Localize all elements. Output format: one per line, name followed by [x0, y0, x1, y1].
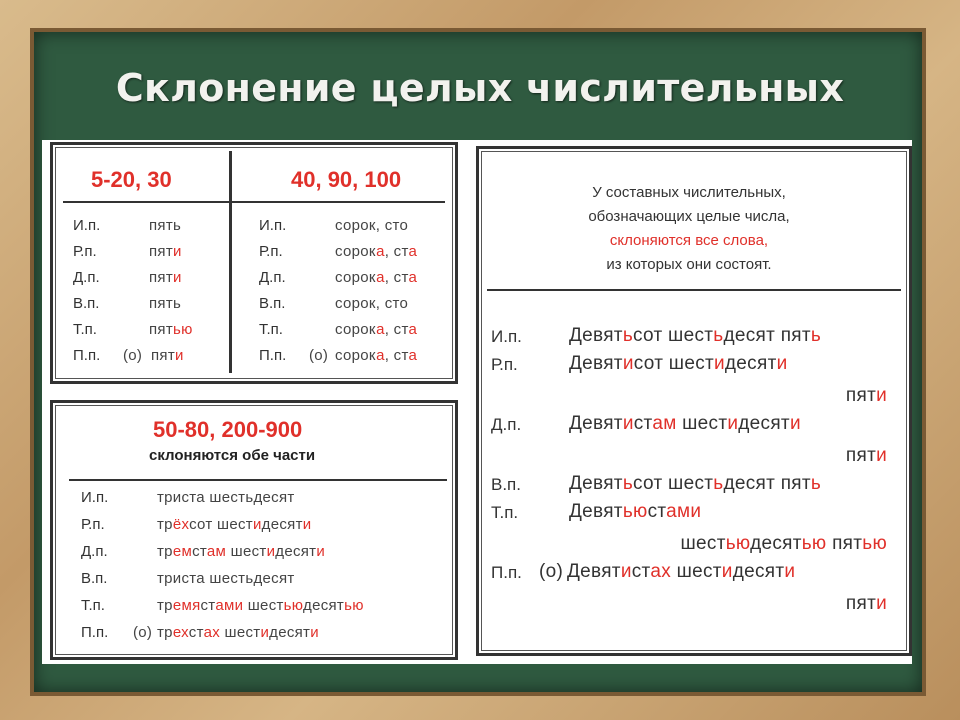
ending-segment: и	[876, 593, 887, 614]
header-5-20-30: 5-20, 30	[91, 167, 172, 192]
numeral-form	[149, 269, 182, 286]
ending-segment: ах	[203, 624, 221, 641]
note-line-2: обозначающих целые числа,	[588, 208, 790, 225]
stem-segment: Девят	[569, 353, 623, 374]
ending-segment: ью	[344, 597, 364, 614]
stem-segment: Девят	[569, 473, 623, 494]
stem-segment: десят	[750, 533, 802, 554]
case-label: Д.п.	[73, 269, 100, 286]
ending-segment: ёх	[172, 516, 190, 533]
stem-segment: десят пят	[723, 325, 811, 346]
numeral-form-continued	[681, 533, 887, 555]
ending-segment: и	[622, 413, 634, 434]
stem-segment: ст	[188, 624, 204, 641]
stem-segment: десят	[303, 597, 345, 614]
numeral-form	[157, 624, 319, 641]
numeral-form	[157, 516, 311, 533]
stem-segment: Девят	[569, 325, 623, 346]
numeral-form	[567, 561, 795, 583]
stem-segment: ст	[633, 413, 653, 434]
stem-segment: , ст	[384, 243, 409, 260]
case-label: П.п.	[81, 624, 109, 641]
numeral-form	[151, 347, 184, 364]
ending-segment: и	[302, 516, 312, 533]
stem-segment: Девят	[567, 561, 621, 582]
box-composite-numerals	[476, 146, 912, 656]
ending-segment: ью	[622, 501, 648, 522]
ending-segment: и	[776, 353, 788, 374]
stem-segment: , ст	[384, 347, 409, 364]
stem-segment: пят	[845, 593, 877, 614]
numeral-form	[157, 570, 295, 587]
stem-segment: десят пят	[723, 473, 811, 494]
stem-segment: сорок, сто	[335, 217, 409, 234]
case-label: Т.п.	[259, 321, 283, 338]
ending-segment: и	[721, 561, 733, 582]
ending-segment: ью	[725, 533, 751, 554]
stem-segment: Девят	[569, 413, 623, 434]
stem-segment: шест	[243, 597, 284, 614]
numeral-form	[149, 243, 182, 260]
stem-segment: пят	[149, 243, 174, 260]
box-simple-numerals	[50, 142, 458, 384]
case-label: Д.п.	[259, 269, 286, 286]
ending-segment: ь	[713, 325, 724, 346]
ending-segment: емя	[172, 597, 201, 614]
case-label: Д.п.	[81, 543, 108, 560]
stem-segment: тр	[157, 597, 173, 614]
stem-segment: десят	[269, 624, 311, 641]
ending-segment: ь	[713, 473, 724, 494]
case-label: В.п.	[259, 295, 286, 312]
prefix-o: (о)	[309, 347, 329, 364]
stem-segment: десят	[738, 413, 790, 434]
ending-segment: и	[252, 516, 262, 533]
ending-segment: а	[408, 243, 418, 260]
case-label: В.п.	[73, 295, 100, 312]
numeral-form	[569, 473, 821, 495]
numeral-form	[149, 217, 181, 234]
stem-segment: пят	[149, 269, 174, 286]
ending-segment: ью	[801, 533, 827, 554]
note-divider	[487, 289, 901, 291]
case-label: И.п.	[491, 327, 522, 346]
prefix-o: (о)	[133, 624, 153, 641]
numeral-form	[335, 347, 417, 364]
stem-segment: триста шестьдесят	[157, 570, 295, 587]
numeral-form	[569, 325, 821, 347]
case-label: В.п.	[491, 475, 521, 494]
stem-segment: сот шест	[189, 516, 253, 533]
stem-segment: шест	[671, 561, 722, 582]
prefix-o: (о)	[123, 347, 143, 364]
ending-segment: а	[376, 269, 385, 286]
numeral-form	[569, 413, 801, 435]
stem-segment: пять	[149, 217, 182, 234]
stem-segment: пят	[149, 321, 174, 338]
stem-segment: шест	[676, 413, 728, 434]
stem-segment: сорок	[335, 243, 377, 260]
header-40-90-100: 40, 90, 100	[291, 167, 402, 192]
header-50-80-200-900: 50-80, 200-900	[153, 417, 303, 442]
numeral-form-continued	[846, 385, 887, 407]
ending-segment: и	[173, 269, 182, 286]
stem-segment: ст	[631, 561, 651, 582]
stem-segment: , ст	[384, 269, 409, 286]
column-divider	[229, 151, 232, 373]
case-label: Т.п.	[491, 503, 519, 522]
ending-segment: ью	[862, 533, 887, 554]
ending-segment: ам	[652, 413, 677, 434]
ending-segment: и	[173, 243, 182, 260]
ending-segment: и	[876, 385, 887, 406]
note-line-1: У составных числительных,	[592, 184, 786, 201]
stem-segment: тр	[157, 516, 173, 533]
ending-segment: ь	[810, 325, 822, 346]
case-label: В.п.	[81, 570, 108, 587]
case-label: И.п.	[259, 217, 287, 234]
stem-segment: сорок	[335, 347, 377, 364]
stem-segment: пят	[826, 533, 863, 554]
header-divider	[69, 479, 447, 481]
stem-segment: сот шест	[633, 473, 714, 494]
ending-segment: и	[784, 561, 796, 582]
ending-segment: а	[408, 347, 418, 364]
rule-note	[519, 181, 859, 277]
numeral-form	[157, 543, 325, 560]
ending-segment: а	[408, 269, 418, 286]
stem-segment: шест	[680, 533, 726, 554]
stem-segment: ст	[192, 543, 207, 560]
ending-segment: и	[727, 413, 739, 434]
table-sheet	[42, 140, 912, 664]
numeral-form	[335, 269, 417, 286]
ending-segment: и	[260, 624, 270, 641]
ending-segment: и	[620, 561, 632, 582]
stem-segment: десят	[275, 543, 317, 560]
case-label: П.п.	[259, 347, 287, 364]
case-label: И.п.	[81, 489, 109, 506]
ending-segment: и	[714, 353, 725, 374]
stem-segment: шест	[220, 624, 261, 641]
numeral-form	[149, 321, 193, 338]
ending-segment: ами	[215, 597, 244, 614]
ending-segment: и	[876, 445, 887, 466]
ending-segment: ам	[206, 543, 227, 560]
slide-title: Склонение целых числительных	[115, 66, 845, 110]
stem-segment: десят	[732, 561, 785, 582]
stem-segment: десят	[724, 353, 777, 374]
note-line-3: склоняются все слова,	[609, 232, 769, 249]
numeral-form	[335, 295, 408, 312]
ending-segment: ь	[622, 325, 634, 346]
ending-segment: ью	[283, 597, 304, 614]
ending-segment: и	[622, 353, 634, 374]
case-label: Т.п.	[73, 321, 97, 338]
ending-segment: а	[376, 243, 385, 260]
case-label: П.п.	[491, 563, 522, 582]
box-compound-hundreds	[50, 400, 458, 660]
numeral-form-continued	[846, 593, 887, 615]
stem-segment: тр	[157, 543, 173, 560]
ending-segment: ах	[650, 561, 671, 582]
ending-segment: и	[316, 543, 326, 560]
ending-segment: и	[175, 347, 184, 364]
numeral-form-continued	[846, 445, 887, 467]
ending-segment: ью	[173, 321, 193, 338]
case-label: Р.п.	[81, 516, 105, 533]
stem-segment: триста шестьдесят	[157, 489, 295, 506]
numeral-form	[569, 353, 788, 375]
case-label: Т.п.	[81, 597, 105, 614]
stem-segment: пят	[845, 445, 877, 466]
stem-segment: сот шест	[633, 325, 714, 346]
stem-segment: сорок	[335, 269, 377, 286]
ending-segment: ь	[810, 473, 822, 494]
ending-segment: ем	[172, 543, 193, 560]
stem-segment: сорок	[335, 321, 377, 338]
ending-segment: а	[376, 321, 385, 338]
prefix-o: (о)	[539, 561, 564, 582]
stem-segment: Девят	[569, 501, 623, 522]
numeral-form	[149, 295, 181, 312]
subheader-both-parts: склоняются обе части	[149, 447, 316, 464]
ending-segment: ами	[666, 501, 702, 522]
case-label: Р.п.	[73, 243, 97, 260]
case-label: И.п.	[73, 217, 101, 234]
stem-segment: ст	[647, 501, 667, 522]
ending-segment: а	[376, 347, 385, 364]
ending-segment: а	[408, 321, 418, 338]
stem-segment: сорок, сто	[335, 295, 409, 312]
numeral-form	[157, 597, 364, 614]
ending-segment: и	[310, 624, 319, 641]
ending-segment: и	[789, 413, 801, 434]
numeral-form	[335, 217, 408, 234]
note-line-4: из которых они состоят.	[606, 256, 772, 273]
stem-segment: ст	[200, 597, 216, 614]
numeral-form	[335, 243, 417, 260]
stem-segment: пят	[151, 347, 176, 364]
stem-segment: сот шест	[633, 353, 714, 374]
stem-segment: десят	[261, 516, 303, 533]
header-divider	[63, 201, 445, 203]
numeral-form	[569, 501, 701, 523]
ending-segment: ех	[172, 624, 189, 641]
stem-segment: , ст	[384, 321, 409, 338]
stem-segment: пять	[149, 295, 182, 312]
ending-segment: ь	[622, 473, 634, 494]
numeral-form	[157, 489, 295, 506]
ending-segment: и	[266, 543, 276, 560]
case-label: Р.п.	[259, 243, 283, 260]
case-label: П.п.	[73, 347, 101, 364]
stem-segment: пят	[845, 385, 877, 406]
case-label: Р.п.	[491, 355, 518, 374]
numeral-form	[335, 321, 417, 338]
stem-segment: тр	[157, 624, 173, 641]
case-label: Д.п.	[491, 415, 522, 434]
stem-segment: шест	[226, 543, 267, 560]
